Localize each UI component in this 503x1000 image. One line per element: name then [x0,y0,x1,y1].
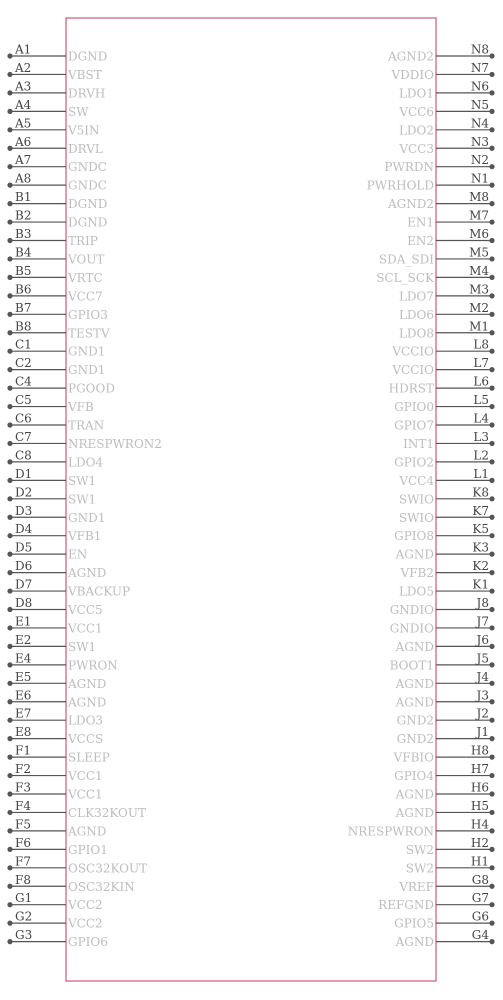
pin-name: VCCS [68,732,104,747]
pin-endpoint [489,386,494,391]
pin-name: VCC4 [399,473,434,488]
pin-number: C6 [15,411,32,426]
pin-name: GNDIO [389,621,434,636]
pin-number: C5 [15,393,32,408]
pin-name: GPIO6 [68,935,108,950]
pin-number: G3 [15,928,33,943]
pin-number: D1 [15,466,33,481]
pin-name: SW1 [68,639,97,654]
pin-name: AGND [395,547,434,562]
pin-name: GND2 [396,732,434,747]
pin-name: GND2 [396,713,434,728]
pin-name: SWIO [398,510,434,525]
pin-number: N2 [470,153,489,168]
pin-endpoint [7,53,12,58]
pin-name: GPIO0 [394,400,434,415]
pin-endpoint [489,939,494,944]
pin-number: A6 [15,134,32,149]
pin-name: LDO3 [68,713,104,728]
pin-number: B4 [15,245,32,260]
pin-name: AGND [395,935,434,950]
pin-endpoint [489,810,494,815]
pin-name: HDRST [388,381,434,396]
pin-name: AGND [68,676,107,691]
pin-number: H6 [470,780,489,795]
pin-name: VCC2 [68,898,103,913]
pin-endpoint [489,699,494,704]
pin-number: M8 [469,190,489,205]
pin-number: H7 [470,762,489,777]
pin-number: B2 [15,208,32,223]
pin-name: VCC7 [68,289,103,304]
pin-endpoint [7,939,12,944]
pin-endpoint [489,865,494,870]
pin-endpoint [489,718,494,723]
pin-name: GNDC [68,178,107,193]
pin-endpoint [7,478,12,483]
pin-name: LDO1 [398,86,434,101]
pin-number: L1 [473,466,489,481]
pin-name: VCC2 [68,916,103,931]
pin-number: B3 [15,227,32,241]
pin-name: LDO7 [398,289,434,304]
pin-endpoint [7,238,12,243]
pin-name: VFB2 [400,566,434,581]
pin-endpoint [489,219,494,224]
pin-endpoint [7,441,12,446]
pin-number: L3 [473,429,489,444]
pin-number: N8 [470,42,489,57]
pin-name: OSC32KIN [68,879,135,894]
pin-endpoint [7,404,12,409]
pin-name: VOUT [68,252,105,267]
pin-number: G2 [15,909,33,924]
pin-name: LDO6 [398,307,434,322]
pin-number: D5 [15,540,33,555]
pin-endpoint [489,201,494,206]
pin-endpoint [489,902,494,907]
pin-name: AGND2 [387,49,434,64]
pin-endpoint [489,109,494,114]
pin-name: OSC32KOUT [68,861,148,876]
pin-endpoint [7,90,12,95]
pin-name: VCCIO [392,344,434,359]
pin-number: J3 [476,688,489,703]
pin-name: VFBIO [393,750,434,765]
pin-name: CLK32KOUT [68,805,146,820]
pin-endpoint [489,404,494,409]
pin-endpoint [7,386,12,391]
pin-number: L7 [473,356,489,371]
pin-endpoint [489,607,494,612]
pin-number: B8 [15,319,32,334]
pin-name: PWRDN [384,160,434,175]
pin-endpoint [489,256,494,261]
pin-number: C4 [15,374,32,389]
pin-number: N7 [470,60,489,75]
pin-number: N3 [470,134,489,149]
pin-endpoint [489,496,494,501]
pin-name: GPIO7 [394,418,434,433]
pin-name: DRVH [68,86,106,101]
pin-endpoint [489,515,494,520]
pin-endpoint [7,644,12,649]
pin-name: PGOOD [68,381,115,396]
pin-endpoint [489,736,494,741]
pin-name: GPIO3 [68,307,108,322]
pin-name: VBACKUP [68,584,131,599]
pin-number: E2 [15,632,32,647]
pin-number: C1 [15,337,32,352]
pin-number: K7 [472,503,489,518]
pin-name: AGND [68,824,107,839]
pin-number: L4 [473,411,489,426]
pin-name: PWRHOLD [366,178,434,193]
pin-endpoint [7,736,12,741]
pin-name: SW1 [68,492,97,507]
pin-number: G8 [471,872,489,887]
pin-name: DGND [68,215,108,230]
pin-endpoint [7,791,12,796]
pin-name: SW [68,104,89,119]
pin-name: V5IN [68,123,100,138]
pin-number: C7 [15,429,32,444]
pin-name: SLEEP [68,750,110,765]
pin-endpoint [489,755,494,760]
pin-endpoint [7,884,12,889]
pin-number: B5 [15,263,32,278]
pin-endpoint [489,312,494,317]
pin-number: J8 [476,596,489,610]
pin-number: B6 [15,282,32,297]
pin-name: TRIP [68,234,98,248]
pin-number: F7 [15,854,31,869]
pin-name: EN2 [407,234,434,248]
pin-number: H1 [470,854,489,869]
pin-number: D2 [15,485,33,500]
pin-endpoint [7,219,12,224]
pin-name: VBST [68,67,102,82]
pin-endpoint [489,773,494,778]
pin-name: EN1 [407,215,434,230]
pin-number: A2 [15,60,32,75]
pin-name: TESTV [68,326,110,341]
pin-number: L6 [473,374,489,389]
pin-name: SW2 [405,842,434,857]
pin-endpoint [7,921,12,926]
pin-endpoint [7,312,12,317]
pin-endpoint [7,902,12,907]
pin-number: E8 [15,725,32,740]
pin-name: SDA_SDI [378,252,434,267]
pin-endpoint [489,164,494,169]
pin-name: GPIO4 [394,769,434,784]
pin-name: GPIO1 [68,842,108,857]
pin-endpoint [7,699,12,704]
pin-name: LDO2 [398,123,434,138]
pin-name: LDO8 [398,326,434,341]
pin-g4 [395,928,495,949]
pin-name: SW1 [68,473,97,488]
pin-endpoint [489,183,494,188]
pin-name: GND1 [68,363,106,378]
pin-endpoint [7,515,12,520]
pin-endpoint [489,90,494,95]
pin-name: NRESPWRON2 [68,436,162,451]
pin-name: AGND2 [387,197,434,212]
pin-number: A8 [15,171,32,186]
pin-name: AGND [395,639,434,654]
pin-endpoint [7,718,12,723]
pin-number: J1 [476,725,489,740]
pin-endpoint [7,496,12,501]
pin-endpoint [7,533,12,538]
pin-endpoint [489,644,494,649]
pin-number: K8 [472,485,489,500]
pin-number: G6 [471,909,489,924]
left-pin-column [7,43,162,950]
pin-name: VCC6 [399,104,434,119]
pin-number: M6 [469,227,489,241]
pin-number: K3 [472,540,489,555]
pin-name: LDO4 [68,455,104,470]
pin-number: M5 [469,245,489,260]
pin-name: DGND [68,197,108,212]
pin-endpoint [489,828,494,833]
pin-endpoint [489,367,494,372]
pin-number: A3 [15,79,32,94]
pin-number: D3 [15,503,33,518]
pin-number: M7 [469,208,489,223]
pin-name: VCC1 [68,769,103,784]
pin-endpoint [7,183,12,188]
pin-number: E1 [15,614,32,629]
pin-number: J7 [476,614,489,629]
pin-number: F8 [15,872,31,887]
pin-name: SWIO [398,492,434,507]
pin-number: L8 [473,337,489,352]
pin-endpoint [489,847,494,852]
pin-number: C8 [15,448,32,463]
pin-number: G4 [471,928,489,943]
pin-number: F4 [15,798,31,813]
pin-name: VCC3 [399,141,434,156]
pin-name: LDO5 [398,584,434,599]
pin-endpoint [7,275,12,280]
pin-number: D8 [15,596,33,610]
pin-endpoint [489,533,494,538]
pin-number: K2 [472,559,489,574]
pin-endpoint [7,810,12,815]
pin-number: F1 [15,743,31,758]
pin-endpoint [7,662,12,667]
pin-name: DGND [68,49,108,64]
pin-endpoint [7,72,12,77]
pin-number: F6 [15,835,31,850]
pin-endpoint [7,330,12,335]
pin-number: N1 [470,171,489,186]
pin-number: E7 [15,706,32,721]
pin-name: GNDIO [389,603,434,617]
pin-endpoint [7,459,12,464]
pin-number: A4 [15,97,32,112]
pin-number: N6 [470,79,489,94]
pin-name: GPIO8 [394,529,434,544]
pin-endpoint [489,127,494,132]
pin-endpoint [489,681,494,686]
pin-endpoint [7,828,12,833]
pin-number: H8 [470,743,489,758]
pin-number: J6 [476,632,489,647]
pin-number: B1 [15,190,32,205]
pin-number: E4 [15,651,32,666]
pin-name: VREF [399,879,434,894]
pin-name: GND1 [68,510,106,525]
pin-endpoint [7,349,12,354]
pin-endpoint [489,146,494,151]
pin-name: VCC5 [68,603,103,617]
pin-endpoint [489,238,494,243]
pin-number: H4 [470,817,489,832]
pin-name: AGND [68,566,107,581]
pin-number: D7 [15,577,33,592]
pin-name: GNDC [68,160,107,175]
pin-number: C2 [15,356,32,371]
pin-endpoint [489,441,494,446]
pin-name: AGND [395,676,434,691]
right-pin-column [348,43,495,950]
pin-endpoint [7,552,12,557]
pin-number: M1 [469,319,489,334]
pin-number: E5 [15,669,32,684]
pin-name: VFB1 [68,529,102,544]
pin-name: BOOT1 [389,658,434,673]
pin-name: SCL_SCK [376,270,434,285]
pin-number: L5 [473,393,489,408]
pin-endpoint [489,791,494,796]
pin-number: F2 [15,762,31,777]
pin-endpoint [489,293,494,298]
pin-endpoint [7,256,12,261]
pin-endpoint [489,662,494,667]
pin-endpoint [7,127,12,132]
pin-endpoint [489,478,494,483]
pin-number: H5 [470,798,489,813]
pin-name: VCCIO [392,363,434,378]
pin-name: AGND [395,787,434,802]
pin-number: A1 [15,42,32,57]
pin-number: G7 [471,891,489,906]
pin-endpoint [7,201,12,206]
pin-endpoint [489,625,494,630]
pin-endpoint [7,293,12,298]
pin-number: M2 [469,300,489,315]
pin-number: A7 [15,153,32,168]
pin-number: D4 [15,522,33,537]
pin-name: NRESPWRON [347,824,434,839]
pin-name: VCC1 [68,787,103,802]
pin-name: AGND [395,695,434,710]
pin-endpoint [7,607,12,612]
pin-endpoint [489,884,494,889]
pin-number: E6 [15,688,32,703]
pin-number: J5 [476,651,489,666]
pin-name: SW2 [405,861,434,876]
pin-endpoint [7,109,12,114]
pin-endpoint [489,349,494,354]
pin-name: AGND [68,695,107,710]
pin-name: GPIO2 [394,455,434,470]
pin-endpoint [489,552,494,557]
pin-endpoint [7,847,12,852]
pin-endpoint [489,921,494,926]
pin-endpoint [7,681,12,686]
pin-g3 [7,928,107,949]
pin-name: VCC1 [68,621,103,636]
pin-endpoint [489,588,494,593]
pin-name: INT1 [403,436,434,451]
pin-name: GND1 [68,344,106,359]
pin-endpoint [7,146,12,151]
pin-name: VFB [68,400,94,415]
pin-endpoint [489,570,494,575]
pin-name: AGND [395,805,434,820]
pin-number: L2 [473,448,489,463]
pin-endpoint [489,72,494,77]
pin-name: DRVL [68,141,103,156]
pin-number: K1 [472,577,489,592]
pin-name: PWRON [68,658,118,673]
pin-number: M4 [469,263,489,278]
pin-endpoint [7,588,12,593]
pin-number: M3 [469,282,489,297]
pin-number: F3 [15,780,31,795]
pin-number: N4 [470,116,489,131]
pin-number: J2 [476,706,489,721]
pin-endpoint [7,570,12,575]
pin-name: REFGND [378,898,434,913]
pin-endpoint [7,422,12,427]
pin-name: EN [68,547,88,562]
pin-name: VRTC [68,270,103,285]
pin-number: H2 [470,835,489,850]
pin-number: G1 [15,891,33,906]
pin-endpoint [7,367,12,372]
pin-name: GPIO5 [394,916,434,931]
pin-number: A5 [15,116,32,131]
pin-endpoint [489,459,494,464]
pin-endpoint [489,422,494,427]
pin-number: B7 [15,300,32,315]
pin-number: F5 [15,817,31,832]
pin-endpoint [7,773,12,778]
pin-number: K5 [472,522,489,537]
pin-endpoint [489,53,494,58]
pin-endpoint [489,275,494,280]
pin-number: J4 [476,669,489,684]
pin-endpoint [7,865,12,870]
pin-endpoint [489,330,494,335]
pin-number: N5 [470,97,489,112]
pin-number: D6 [15,559,33,574]
pin-endpoint [7,755,12,760]
pin-name: VDDIO [391,67,434,82]
pin-endpoint [7,164,12,169]
pin-name: TRAN [68,418,105,433]
pin-endpoint [7,625,12,630]
